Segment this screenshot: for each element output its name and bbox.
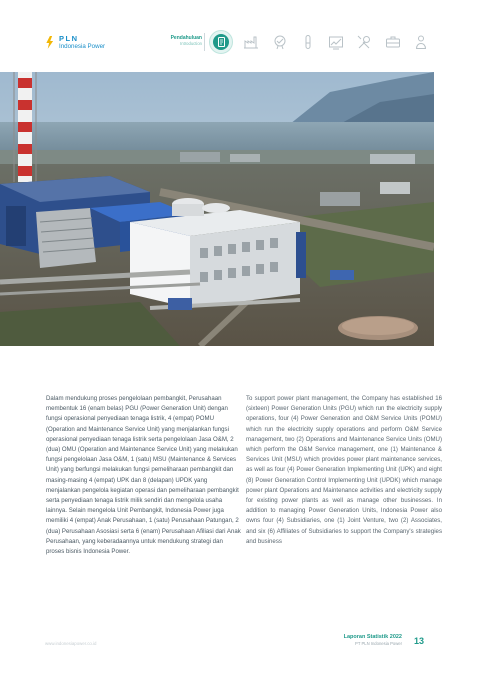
logo-name: PLN bbox=[59, 34, 79, 43]
current-section-label bbox=[164, 36, 202, 47]
footer-report-label bbox=[330, 634, 402, 646]
tools-icon[interactable] bbox=[356, 34, 372, 50]
nav-divider bbox=[204, 33, 205, 51]
document-icon bbox=[213, 34, 229, 50]
lightning-bolt-icon bbox=[44, 36, 55, 49]
factory-icon[interactable] bbox=[243, 34, 259, 50]
nav-introduction-button[interactable] bbox=[209, 30, 233, 54]
handshake-icon[interactable] bbox=[272, 34, 288, 50]
report-subtitle: PT PLN Indonesia Power bbox=[355, 640, 402, 646]
logo-subname: Indonesia Power bbox=[59, 42, 106, 50]
page-number: 13 bbox=[414, 636, 425, 646]
power-plant-photo bbox=[0, 72, 434, 346]
chart-icon[interactable] bbox=[328, 34, 344, 50]
person-icon[interactable] bbox=[413, 34, 429, 50]
footer-website-link[interactable]: www.indonesiapower.co.id bbox=[45, 641, 97, 646]
report-title: Laporan Statistik 2022 bbox=[343, 634, 402, 640]
section-title: Pendahuluan bbox=[170, 35, 202, 41]
test-tube-icon[interactable] bbox=[300, 34, 316, 50]
section-subtitle: Introduction bbox=[180, 40, 202, 46]
company-logo[interactable] bbox=[44, 35, 105, 50]
paragraph-english: To support power plant management, the Company has established 16 (sixteen) Power Generation Units (PGU) which run the electricity supply operations, four (4) Power Generation and O&M Service Units (POMU) which run the electricity supply operations and perform O&M Service management, two (2) Operations and Maintenance Service Units (OMU) which perform the O&M Service management, one (1) Maintenance & Services Unit (MSU) which provides power plant maintenance services, as well as four (4) Power Generation Implementing Unit (UPK) and eight (8) Power Generation Control Implementing Unit (UPDK) which manage power plant Operations and Maintenance activities and electricity supply for existing power plants as well as manage other businesses. In addition to managing Power Generation Units, Indonesia Power also owns four (4) Subsidiaries, one (1) Joint Venture, two (2) Associates, and six (6) Affiliates of Subsidiaries to support the Company's strategies and business bbox=[246, 395, 442, 545]
briefcase-icon[interactable] bbox=[385, 34, 401, 50]
page-header bbox=[0, 0, 480, 72]
paragraph-indonesian: Dalam mendukung proses pengelolaan pembangkit, Perusahaan membentuk 16 (enam belas) PGU (Power Generation Unit) dengan fungsi operasional penyediaan tenaga listrik, 4 (empat) POMU (Operation and Maintenance Service Unit) yang menjalankan fungsi operasional penyediaan tenaga listrik serta pengelolaan Jasa O&M, 2 (dua) OMU (Operation and Maintenance Service Unit) yang melakukan fungsi pengelolaan Jasa O&M, 1 (satu) MSU (Maintenance & Services Unit) yang berfungsi melakukan fungsi pemeliharaan pembangkit dan masing-masing 4 (empat) UPK dan 8 (delapan) UPDK yang menjalankan pengelola kegiatan operasi dan pemeliharaan pembangkit serta penyediaan tenaga listrik milik sendiri dan mengelola usaha lainnya. Selain mengelola Unit Pembangkit, Indonesia Power juga memiliki 4 (empat) Anak Perusahaan, 1 (satu) Perusahaan Patungan, 2 (dua) Perusahaan Asosiasi serta 6 (enam) Perusahaan Afiliasi dari Anak Perusahaan, yang keberadaannya untuk mendukung strategi dan proses bisnis Indonesia Power. bbox=[46, 395, 241, 556]
